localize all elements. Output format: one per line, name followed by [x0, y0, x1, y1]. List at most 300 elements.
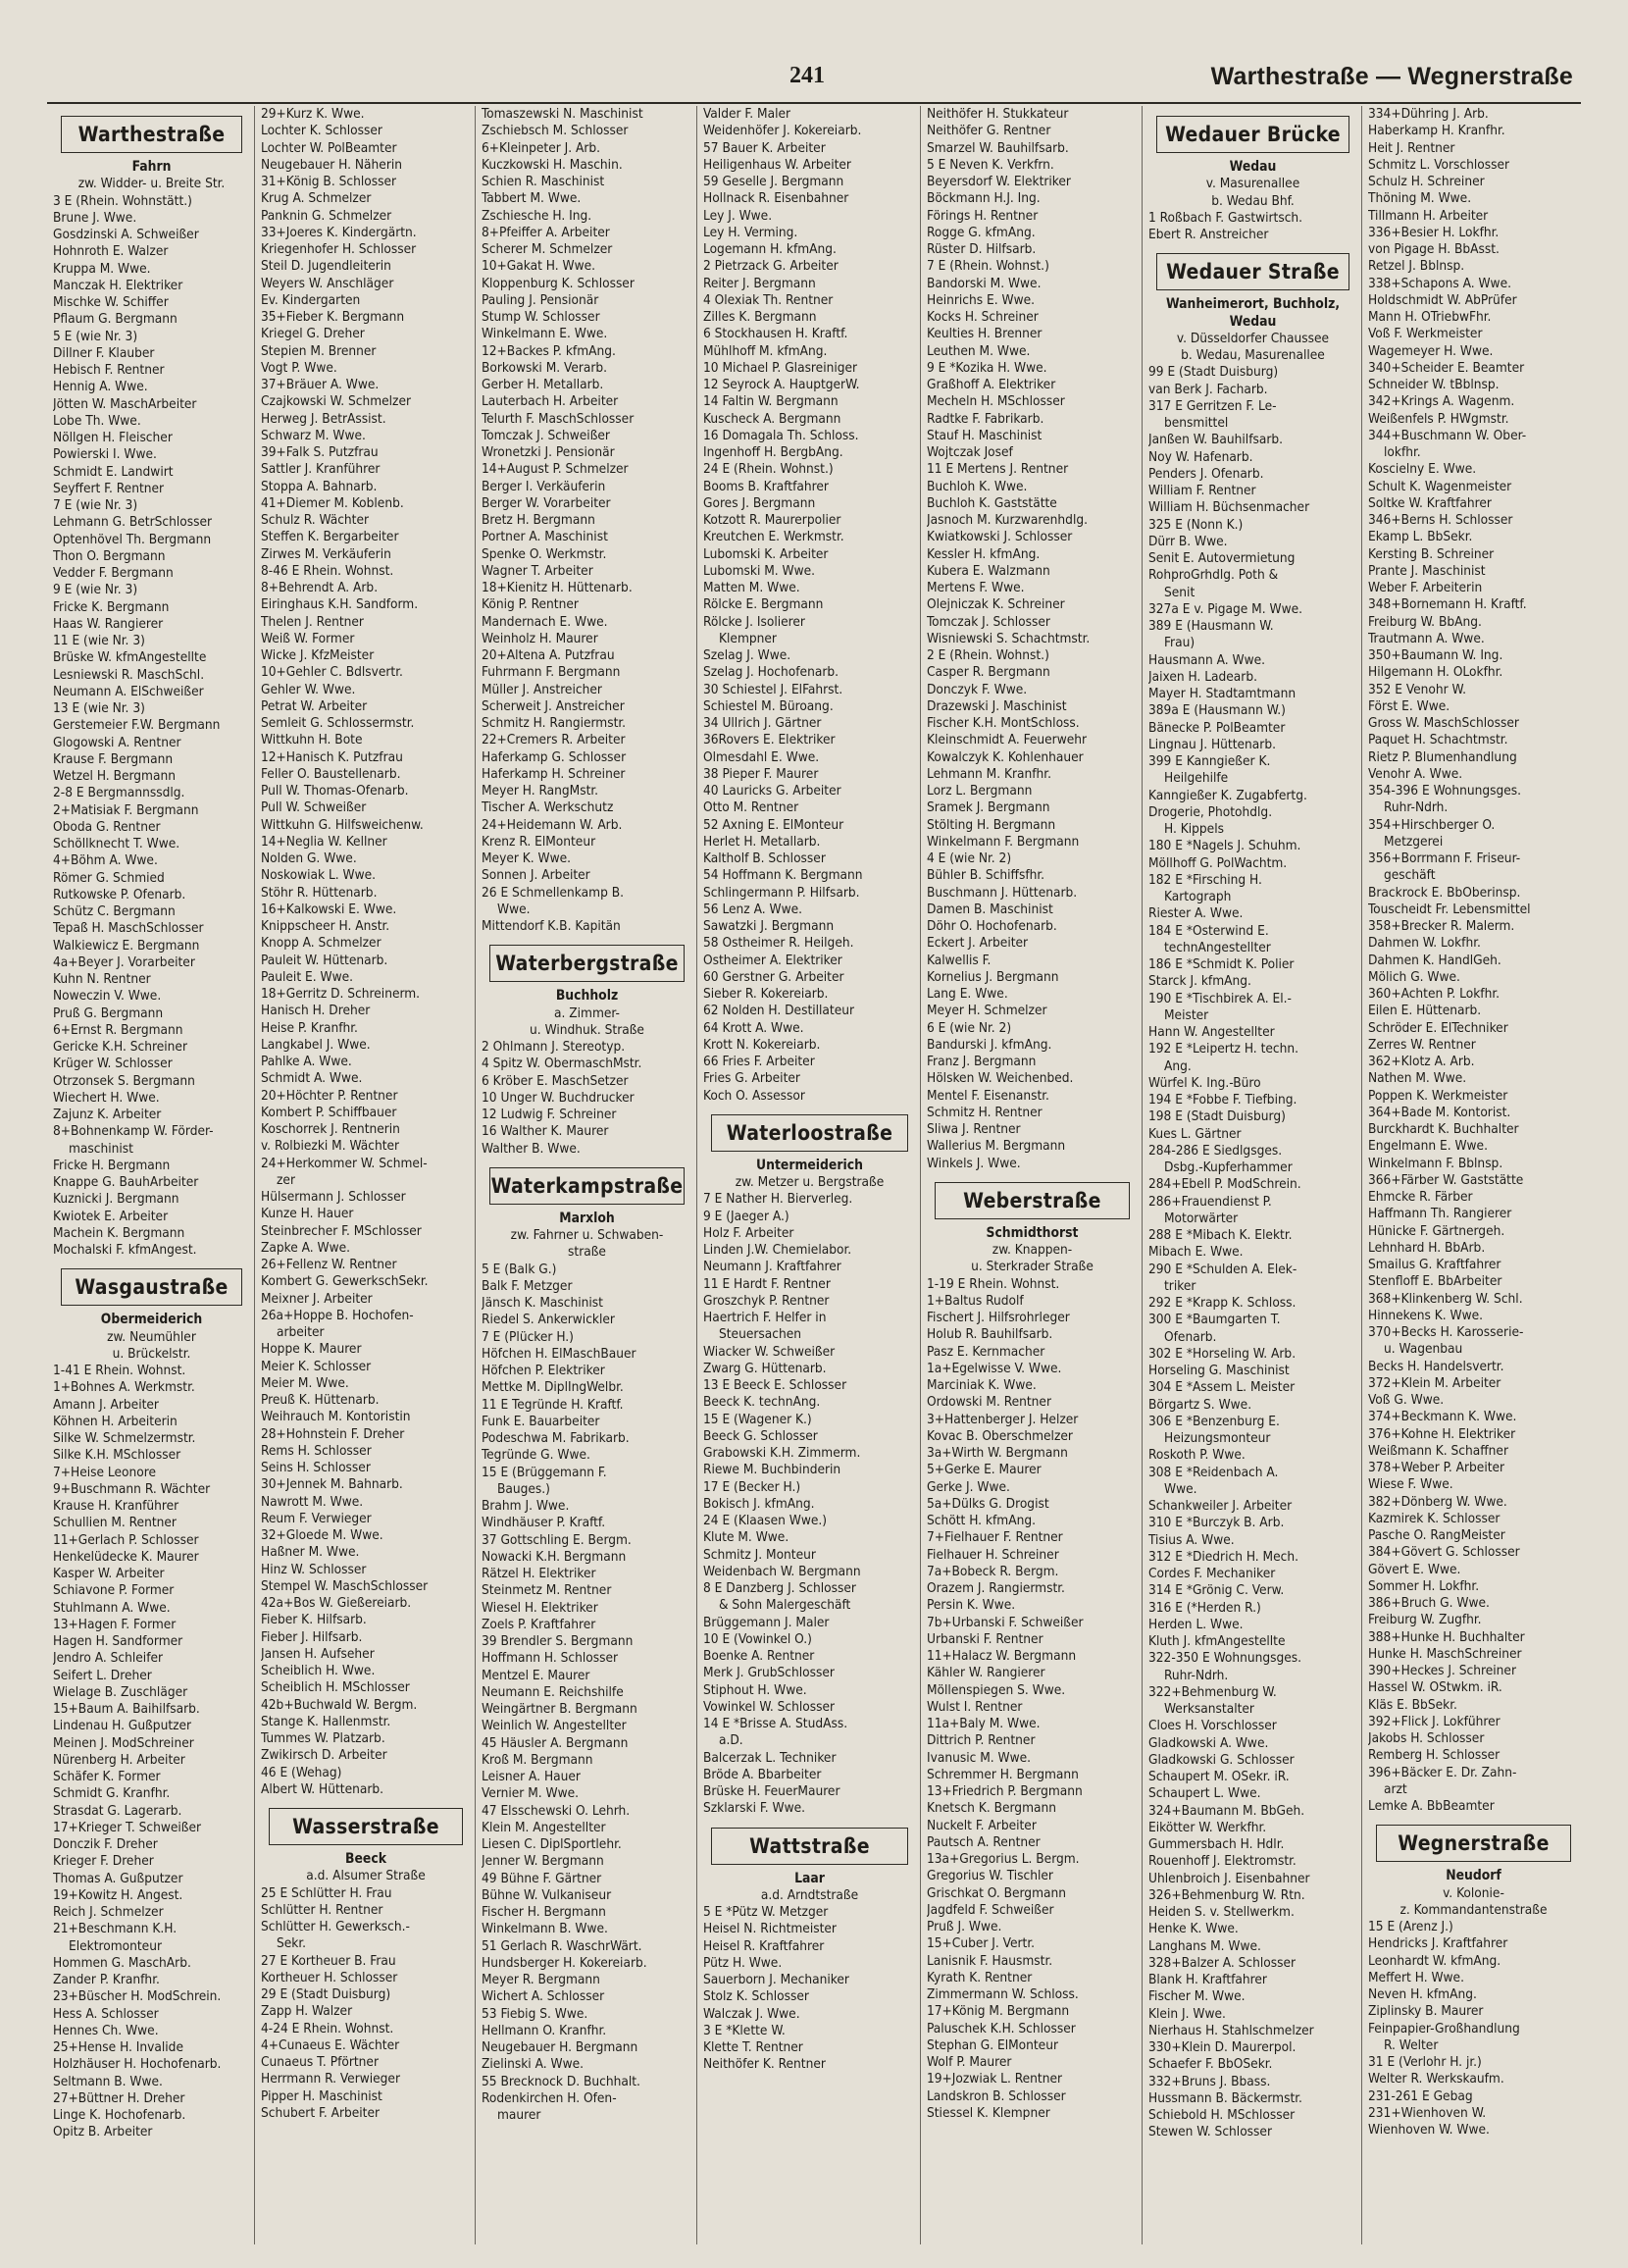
resident-entry: Mischke W. Schiffer [53, 294, 169, 310]
resident-entry: Mandernach E. Wwe. [482, 613, 608, 630]
resident-entry: 8 E Danzberg J. Schlosser [703, 1580, 856, 1596]
resident-entry: Smarzel W. Bauhilfsarb. [927, 139, 1069, 156]
resident-entry: Schmitz J. Monteur [703, 1546, 816, 1563]
entry-continuation: Ruhr-Ndrh. [1384, 799, 1449, 816]
resident-entry: 27+Büttner H. Dreher [53, 2089, 185, 2106]
resident-entry: Heisel N. Richtmeister [703, 1921, 837, 1937]
resident-entry: Ebert R. Anstreicher [1148, 227, 1269, 242]
resident-entry: Krause F. Bergmann [53, 750, 174, 767]
resident-entry: Tillmann H. Arbeiter [1368, 207, 1489, 224]
entry-continuation: Wwe. [1164, 1480, 1197, 1497]
resident-entry: Kriegenhofer H. Schlosser [261, 241, 417, 257]
resident-entry: Wicke J. KfzMeister [261, 647, 375, 663]
resident-entry: Urbanski F. Rentner [927, 1630, 1043, 1647]
resident-entry: Silke W. Schmelzermstr. [53, 1430, 196, 1446]
resident-entry: Stölting H. Bergmann [927, 816, 1056, 833]
entry-continuation: lokfhr. [1384, 444, 1421, 460]
resident-entry: 38 Pieper F. Maurer [703, 765, 819, 782]
resident-entry: Borkowski M. Verarb. [482, 359, 608, 376]
resident-entry: Szelag J. Hochofenarb. [703, 664, 839, 681]
resident-entry: Wiesel H. Elektriker [482, 1599, 598, 1616]
entry-continuation: maschinist [69, 1140, 133, 1157]
resident-entry: Weingärtner B. Bergmann [482, 1701, 637, 1717]
resident-entry: 376+Kohne H. Elektriker [1368, 1425, 1516, 1442]
resident-entry: Wagemeyer H. Wwe. [1368, 342, 1494, 359]
resident-entry: Tabbert M. Wwe. [482, 190, 582, 207]
resident-entry: Preuß K. Hüttenarb. [261, 1392, 380, 1408]
resident-entry: Mann H. OTriebwFhr. [1368, 309, 1492, 325]
entry-continuation: Motorwärter [1164, 1210, 1239, 1226]
resident-entry: Ley J. Wwe. [703, 207, 773, 224]
resident-entry: Winkelmann E. Wwe. [482, 326, 608, 342]
resident-entry: Jaixen H. Ladearb. [1148, 668, 1257, 685]
resident-entry: Zimmermann W. Schloss. [927, 1986, 1079, 2002]
location-note: zw. Knappen- [992, 1242, 1073, 1258]
entry-continuation: a.D. [719, 1732, 743, 1749]
resident-entry: 15 E (Brüggemann F. [482, 1464, 607, 1480]
location-note: z. Kommandantenstraße [1399, 1901, 1548, 1918]
resident-entry: Gross W. MaschSchlosser [1368, 715, 1519, 731]
locality-label: Schmidthorst [986, 1224, 1079, 1241]
resident-entry: Leonhardt W. kfmAng. [1368, 1952, 1501, 1969]
resident-entry: Hoppe K. Maurer [261, 1341, 362, 1358]
resident-entry: Seyffert F. Rentner [53, 480, 165, 496]
resident-entry: Ehmcke R. Färber [1368, 1189, 1473, 1205]
resident-entry: 364+Bade M. Kontorist. [1368, 1104, 1511, 1120]
resident-entry: Hess A. Schlosser [53, 2005, 159, 2022]
resident-entry: Sonnen J. Arbeiter [482, 867, 590, 884]
entry-continuation: Klempner [719, 630, 777, 646]
resident-entry: Gericke K.H. Schreiner [53, 1039, 187, 1055]
street-header: Waterbergstraße [489, 945, 685, 982]
resident-entry: Kalwellis F. [927, 952, 992, 968]
resident-entry: Kuczkowski H. Maschin. [482, 156, 623, 173]
street-header: Wedauer Straße [1156, 253, 1349, 290]
resident-entry: Weidenhöfer J. Kokereiarb. [703, 123, 862, 139]
resident-entry: 360+Achten P. Lokfhr. [1368, 986, 1501, 1002]
resident-entry: Möllenspiegen S. Wwe. [927, 1681, 1066, 1698]
resident-entry: Kruppa M. Wwe. [53, 260, 151, 277]
resident-entry: Würfel K. Ing.-Büro [1148, 1074, 1261, 1091]
resident-entry: 11 E (wie Nr. 3) [53, 633, 145, 648]
resident-entry: Krause H. Kranführer [53, 1498, 179, 1514]
resident-entry: Hausmann A. Wwe. [1148, 651, 1266, 668]
resident-entry: Rodenkirchen H. Ofen- [482, 2089, 617, 2106]
resident-entry: Neumann A. ElSchweißer [53, 683, 204, 699]
resident-entry: Fischer M. Wwe. [1148, 1988, 1246, 2005]
resident-entry: Nuckelt F. Arbeiter [927, 1817, 1037, 1833]
resident-entry: Herlet H. Metallarb. [703, 833, 821, 850]
resident-entry: Stolz K. Schlosser [703, 1988, 809, 2005]
resident-entry: Schubert F. Arbeiter [261, 2104, 381, 2121]
resident-entry: Kanngießer K. Zugabfertg. [1148, 787, 1307, 803]
resident-entry: 392+Flick J. Lokführer [1368, 1713, 1501, 1729]
resident-entry: 3 E (Rhein. Wohnstätt.) [53, 192, 192, 209]
resident-entry: 332+Bruns J. Bbass. [1148, 2073, 1271, 2089]
entry-continuation: triker [1164, 1277, 1196, 1294]
resident-entry: Pipper H. Maschinist [261, 2088, 382, 2104]
resident-entry: Schulz H. Schreiner [1368, 174, 1485, 189]
resident-entry: Burckhardt K. Buchhalter [1368, 1121, 1519, 1137]
resident-entry: 6+Kleinpeter J. Arb. [482, 139, 601, 156]
resident-entry: Berger I. Verkäuferin [482, 478, 606, 494]
resident-entry: Engelmann E. Wwe. [1368, 1138, 1488, 1155]
location-note: straße [568, 1244, 606, 1261]
resident-entry: 10 E (Vowinkel O.) [703, 1630, 812, 1647]
resident-entry: 16 Walther K. Maurer [482, 1123, 609, 1140]
resident-entry: Gövert E. Wwe. [1368, 1561, 1461, 1577]
resident-entry: Riewe M. Buchbinderin [703, 1462, 841, 1478]
resident-entry: 12+Hanisch K. Putzfrau [261, 748, 403, 765]
resident-entry: 384+Gövert G. Schlosser [1368, 1544, 1520, 1561]
resident-entry: Groszchyk P. Rentner [703, 1292, 830, 1309]
resident-entry: Kloppenburg K. Schlosser [482, 275, 635, 291]
resident-entry: Koscielny E. Wwe. [1368, 461, 1477, 478]
resident-entry: Gores J. Bergmann [703, 494, 816, 511]
resident-entry: 14+Neglia W. Kellner [261, 833, 387, 850]
resident-entry: Ostheimer A. Elektriker [703, 952, 842, 968]
resident-entry: Zielinski A. Wwe. [482, 2056, 584, 2073]
resident-entry: Meffert H. Wwe. [1368, 1969, 1464, 1985]
resident-entry: Neithöfer G. Rentner [927, 123, 1051, 139]
resident-entry: Höfchen H. ElMaschBauer [482, 1345, 636, 1362]
resident-entry: 9+Buschmann R. Wächter [53, 1480, 211, 1497]
location-note: v. Düsseldorfer Chaussee [1176, 330, 1330, 346]
resident-entry: Walczak J. Wwe. [703, 2005, 800, 2022]
location-note: b. Wedau Bhf. [1211, 192, 1295, 209]
directory-columns [47, 106, 1583, 2244]
resident-entry: Gummersbach H. Hdlr. [1148, 1836, 1285, 1852]
resident-entry: Zschiebsch M. Schlosser [482, 123, 629, 139]
resident-entry: Otrzonsek S. Bergmann [53, 1072, 195, 1089]
resident-entry: 302 E *Horseling W. Arb. [1148, 1345, 1297, 1362]
resident-entry: Henkelüdecke K. Maurer [53, 1548, 199, 1565]
resident-entry: Höfchen P. Elektriker [482, 1363, 605, 1378]
resident-entry: Fischert J. Hilfsrohrleger [927, 1310, 1070, 1325]
resident-entry: 354-396 E Wohnungsges. [1368, 783, 1522, 799]
resident-entry: Blank H. Kraftfahrer [1148, 1972, 1267, 1987]
resident-entry: Haßner M. Wwe. [261, 1544, 360, 1561]
resident-entry: 7 E Nather H. Bierverleg. [703, 1191, 853, 1208]
resident-entry: Glogowski A. Rentner [53, 734, 181, 750]
resident-entry: Vernier M. Wwe. [482, 1785, 580, 1802]
resident-entry: Mentel F. Eisenanstr. [927, 1087, 1049, 1104]
resident-entry: Merk J. GrubSchlosser [703, 1665, 835, 1681]
resident-entry: Lindenau H. Gußputzer [53, 1718, 192, 1734]
resident-entry: Steinbrecher F. MSchlosser [261, 1222, 422, 1239]
location-note: u. Windhuk. Straße [530, 1021, 644, 1038]
resident-entry: Knopp A. Schmelzer [261, 935, 382, 952]
resident-entry: Tegründe G. Wwe. [482, 1447, 590, 1464]
resident-entry: Kleinschmidt A. Feuerwehr [927, 732, 1088, 748]
resident-entry: Fricke H. Bergmann [53, 1157, 171, 1173]
resident-entry: Gosdzinski A. Schweißer [53, 227, 199, 242]
resident-entry: 10 Unger W. Buchdrucker [482, 1089, 635, 1106]
resident-entry: Pruß G. Bergmann [53, 1005, 164, 1021]
resident-entry: Paluschek K.H. Schlosser [927, 2020, 1076, 2036]
resident-entry: Penders J. Ofenarb. [1148, 465, 1264, 482]
resident-entry: Seins H. Schlosser [261, 1460, 371, 1475]
resident-entry: Schiebold H. MSchlosser [1148, 2107, 1296, 2123]
resident-entry: Wisniewski S. Schachtmstr. [927, 630, 1091, 646]
resident-entry: Herrmann R. Verwieger [261, 2071, 400, 2088]
resident-entry: Stephan G. ElMonteur [927, 2036, 1058, 2053]
resident-entry: 4 Olexiak Th. Rentner [703, 291, 834, 308]
resident-entry: Herden L. Wwe. [1148, 1616, 1244, 1632]
resident-entry: Gladkowski G. Schlosser [1148, 1751, 1295, 1768]
locality-label: Obermeiderich [100, 1312, 203, 1328]
page-header [0, 57, 1628, 104]
resident-entry: 5 E (Balk G.) [482, 1261, 557, 1277]
resident-entry: Remberg H. Schlosser [1368, 1747, 1501, 1764]
resident-entry: Steil D. Jugendleiterin [261, 258, 391, 275]
resident-entry: Mühlhoff M. kfmAng. [703, 342, 828, 359]
resident-entry: Fischer H. Bergmann [482, 1904, 606, 1920]
resident-entry: Kortheuer H. Schlosser [261, 1969, 398, 1985]
resident-entry: 15 E (Arenz J.) [1368, 1919, 1453, 1934]
resident-entry: 2+Matisiak F. Bergmann [53, 801, 199, 818]
resident-entry: Venohr A. Wwe. [1368, 765, 1463, 782]
resident-entry: 12 Seyrock A. HauptgerW. [703, 377, 860, 392]
resident-entry: 399 E Kanngießer K. [1148, 753, 1271, 769]
resident-entry: 338+Schapons A. Wwe. [1368, 275, 1511, 291]
resident-entry: Casper R. Bergmann [927, 664, 1050, 681]
resident-entry: 31 E (Verlohr H. jr.) [1368, 2054, 1482, 2070]
resident-entry: Pull W. Thomas-Ofenarb. [261, 783, 409, 799]
resident-entry: Freiburg W. Zugfhr. [1368, 1612, 1482, 1628]
resident-entry: Schäfer K. Former [53, 1769, 161, 1784]
resident-entry: Brüske W. kfmAngestellte [53, 649, 207, 666]
resident-entry: 29 E (Stadt Duisburg) [261, 1986, 391, 2002]
resident-entry: 374+Beckmann K. Wwe. [1368, 1409, 1517, 1425]
resident-entry: Drogerie, Photohdlg. [1148, 803, 1273, 820]
resident-entry: Dahmen K. HandlGeh. [1368, 952, 1501, 968]
resident-entry: Leisner A. Hauer [482, 1769, 581, 1784]
resident-entry: Grischkat O. Bergmann [927, 1884, 1066, 1901]
resident-entry: Cunaeus T. Pförtner [261, 2054, 379, 2070]
resident-entry: Schmidt A. Wwe. [261, 1070, 363, 1087]
resident-entry: Bröde A. Bbarbeiter [703, 1766, 822, 1782]
resident-entry: 21+Beschmann K.H. [53, 1921, 178, 1937]
resident-entry: Kriegel G. Dreher [261, 326, 365, 342]
resident-entry: Wojtczak Josef [927, 444, 1013, 460]
resident-entry: 15+Baum A. Baihilfsarb. [53, 1701, 200, 1717]
resident-entry: Eilen E. Hüttenarb. [1368, 1003, 1482, 1019]
column-6 [1143, 106, 1362, 2244]
resident-entry: Walther B. Wwe. [482, 1140, 581, 1157]
resident-entry: Noweczin V. Wwe. [53, 988, 162, 1005]
resident-entry: 362+Klotz A. Arb. [1368, 1054, 1475, 1069]
resident-entry: Kuhn N. Rentner [53, 971, 151, 987]
resident-entry: 25+Hense H. Invalide [53, 2039, 183, 2055]
resident-entry: 28+Hohnstein F. Dreher [261, 1425, 405, 1442]
resident-entry: Jendro A. Schleifer [53, 1650, 164, 1667]
resident-entry: Schlingermann P. Hilfsarb. [703, 884, 860, 901]
resident-entry: 386+Bruch G. Wwe. [1368, 1595, 1490, 1611]
resident-entry: Zajunz K. Arbeiter [53, 1107, 162, 1122]
resident-entry: 340+Scheider E. Beamter [1368, 359, 1525, 376]
resident-entry: Römer G. Schmied [53, 869, 165, 886]
resident-entry: Lingnau J. Hüttenarb. [1148, 736, 1276, 752]
resident-entry: Schaefer F. BbOSekr. [1148, 2056, 1273, 2073]
resident-entry: Walkiewicz E. Bergmann [53, 937, 200, 954]
resident-entry: 11 E Mertens J. Rentner [927, 461, 1069, 478]
resident-entry: 31+König B. Schlosser [261, 174, 397, 189]
resident-entry: Krug A. Schmelzer [261, 190, 372, 207]
resident-entry: 330+Klein D. Maurerpol. [1148, 2039, 1297, 2055]
resident-entry: Schmitz L. Vorschlosser [1368, 156, 1510, 173]
resident-entry: Machein K. Bergmann [53, 1224, 185, 1241]
resident-entry: Hünicke F. Gärtnergeh. [1368, 1222, 1505, 1239]
resident-entry: Meyer K. Wwe. [482, 850, 572, 866]
resident-entry: Haferkamp G. Schlosser [482, 748, 627, 765]
resident-entry: 328+Balzer A. Schlosser [1148, 1954, 1297, 1971]
resident-entry: Schmidt E. Landwirt [53, 463, 174, 480]
resident-entry: Kläs E. BbSekr. [1368, 1696, 1457, 1713]
resident-entry: Lang E. Wwe. [927, 986, 1008, 1002]
resident-entry: Freiburg W. BbAng. [1368, 613, 1482, 630]
resident-entry: Matten M. Wwe. [703, 580, 800, 595]
resident-entry: Kersting B. Schreiner [1368, 545, 1495, 562]
resident-entry: Hülsermann J. Schlosser [261, 1189, 406, 1205]
resident-entry: Lehmann M. Kranfhr. [927, 765, 1051, 782]
resident-entry: Schult K. Wagenmeister [1368, 478, 1512, 494]
resident-entry: Sramek J. Bergmann [927, 799, 1050, 816]
resident-entry: Oboda G. Rentner [53, 818, 161, 835]
resident-entry: Hohnroth E. Walzer [53, 243, 169, 260]
resident-entry: 306 E *Benzenburg E. [1148, 1413, 1280, 1429]
resident-entry: 4+Cunaeus E. Wächter [261, 2036, 400, 2053]
resident-entry: Powierski I. Wwe. [53, 446, 157, 463]
resident-entry: Brune J. Wwe. [53, 209, 137, 226]
resident-entry: Rölcke E. Bergmann [703, 596, 824, 613]
locality-label: Wedau [1229, 159, 1277, 175]
resident-entry: Börgartz S. Wwe. [1148, 1396, 1252, 1413]
location-note: a. Zimmer- [554, 1005, 620, 1021]
resident-entry: Weinlich W. Angestellter [482, 1718, 627, 1734]
entry-continuation: Ofenarb. [1164, 1328, 1217, 1345]
resident-entry: Vogt P. Wwe. [261, 359, 337, 376]
resident-entry: Panknin G. Schmelzer [261, 207, 392, 224]
resident-entry: 231+Wienhoven W. [1368, 2104, 1487, 2121]
resident-entry: Schremmer H. Bergmann [927, 1766, 1079, 1782]
resident-entry: Stempel W. MaschSchlosser [261, 1577, 429, 1594]
resident-entry: Boenke A. Rentner [703, 1648, 815, 1664]
resident-entry: Cordes F. Mechaniker [1148, 1566, 1276, 1581]
column-7 [1362, 106, 1583, 2244]
resident-entry: Seltmann B. Wwe. [53, 2073, 163, 2089]
resident-entry: Sawatzki J. Bergmann [703, 918, 835, 934]
resident-entry: Portner A. Maschinist [482, 529, 608, 545]
locality-label: Wedau [1229, 313, 1277, 330]
resident-entry: 6+Ernst R. Bergmann [53, 1021, 183, 1038]
resident-entry: Mittendorf K.B. Kapitän [482, 918, 621, 934]
resident-entry: Zapp H. Walzer [261, 2003, 353, 2020]
resident-entry: Neugebauer H. Bergmann [482, 2039, 638, 2055]
resident-entry: 1-19 E Rhein. Wohnst. [927, 1275, 1060, 1292]
resident-entry: Weyers W. Anschläger [261, 275, 394, 291]
resident-entry: Meinen J. ModSchreiner [53, 1734, 194, 1751]
resident-entry: Stange K. Hallenmstr. [261, 1713, 391, 1729]
resident-entry: 5 E Neven K. Verkfrn. [927, 156, 1054, 173]
resident-entry: Jasnoch M. Kurzwarenhdlg. [927, 512, 1088, 528]
resident-entry: Horseling G. Maschinist [1148, 1363, 1290, 1378]
resident-entry: Bühne W. Vulkaniseur [482, 1886, 612, 1903]
resident-entry: Haffmann Th. Rangierer [1368, 1206, 1512, 1222]
resident-entry: Albert W. Hüttenarb. [261, 1780, 384, 1797]
resident-entry: Holz F. Arbeiter [703, 1224, 794, 1241]
resident-entry: Jötten W. MaschArbeiter [53, 395, 197, 412]
resident-entry: 66 Fries F. Arbeiter [703, 1054, 815, 1069]
resident-entry: 3 E *Klette W. [703, 2022, 786, 2038]
resident-entry: 198 E (Stadt Duisburg) [1148, 1108, 1286, 1125]
resident-entry: 322+Behmenburg W. [1148, 1683, 1277, 1700]
resident-entry: Kotzott R. Maurerpolier [703, 512, 841, 528]
location-note: zw. Neumühler [107, 1328, 196, 1345]
resident-entry: Smailus G. Kraftfahrer [1368, 1257, 1501, 1272]
resident-entry: Lobe Th. Wwe. [53, 412, 141, 429]
resident-entry: Landskron B. Schlosser [927, 2088, 1066, 2104]
resident-entry: Fuhrmann F. Bergmann [482, 664, 621, 681]
resident-entry: Först E. Wwe. [1368, 697, 1450, 714]
resident-entry: Zilles K. Bergmann [703, 309, 817, 325]
resident-entry: Winkelmann F. Bergmann [927, 833, 1080, 850]
resident-entry: Meyer H. Schmelzer [927, 1003, 1047, 1019]
resident-entry: 9 E (wie Nr. 3) [53, 582, 138, 598]
resident-entry: 14 Faltin W. Bergmann [703, 393, 839, 410]
resident-entry: Grabowski K.H. Zimmerm. [703, 1445, 861, 1461]
resident-entry: Reiter J. Bergmann [703, 275, 816, 291]
resident-entry: 325 E (Nonn K.) [1148, 516, 1244, 533]
resident-entry: 35+Fieber K. Bergmann [261, 309, 405, 325]
resident-entry: Poppen K. Werkmeister [1368, 1087, 1508, 1104]
resident-entry: 15 E (Wagener K.) [703, 1411, 812, 1427]
resident-entry: Zwarg G. Hüttenarb. [703, 1360, 827, 1376]
resident-entry: 18+Kienitz H. Hüttenarb. [482, 580, 633, 595]
resident-entry: 284-286 E Siedlgsges. [1148, 1142, 1283, 1159]
resident-entry: 8-46 E Rhein. Wohnst. [261, 562, 394, 579]
resident-entry: Meyer H. RangMstr. [482, 783, 599, 799]
resident-entry: Feller O. Baustellenarb. [261, 765, 401, 782]
resident-entry: 11 E Tegründe H. Kraftf. [482, 1396, 624, 1413]
entry-continuation: Heizungsmonteur [1164, 1430, 1271, 1446]
resident-entry: Kaltholf B. Schlosser [703, 850, 826, 866]
resident-entry: 59 Geselle J. Bergmann [703, 174, 844, 189]
resident-entry: Pauling J. Pensionär [482, 291, 599, 308]
resident-entry: 1+Baltus Rudolf [927, 1292, 1024, 1309]
resident-entry: 22+Cremers R. Arbeiter [482, 732, 626, 748]
resident-entry: Krenz R. ElMonteur [482, 833, 596, 850]
resident-entry: Scherweit J. Anstreicher [482, 697, 625, 714]
resident-entry: Beeck G. Schlosser [703, 1427, 818, 1444]
resident-entry: Eckert J. Arbeiter [927, 935, 1029, 952]
resident-entry: Krott N. Kokereiarb. [703, 1036, 821, 1053]
resident-entry: Stiphout H. Wwe. [703, 1681, 807, 1698]
resident-entry: 288 E *Mibach K. Elektr. [1148, 1227, 1293, 1243]
resident-entry: 10+Gakat H. Wwe. [482, 258, 596, 275]
resident-entry: Cloes H. Vorschlosser [1148, 1718, 1277, 1734]
resident-entry: 4a+Beyer J. Vorarbeiter [53, 954, 195, 970]
resident-entry: Reum F. Verwieger [261, 1510, 372, 1526]
resident-entry: 30+Jennek M. Bahnarb. [261, 1476, 403, 1493]
resident-entry: Rölcke J. Isolierer [703, 613, 805, 630]
resident-entry: Lemke A. BbBeamter [1368, 1798, 1495, 1814]
resident-entry: Stepien M. Brenner [261, 342, 377, 359]
resident-entry: Damen B. Maschinist [927, 901, 1053, 917]
resident-entry: 368+Klinkenberg W. Schl. [1368, 1290, 1523, 1307]
resident-entry: Knappe G. BauhArbeiter [53, 1174, 199, 1190]
resident-entry: Tomaszewski N. Maschinist [482, 106, 643, 122]
